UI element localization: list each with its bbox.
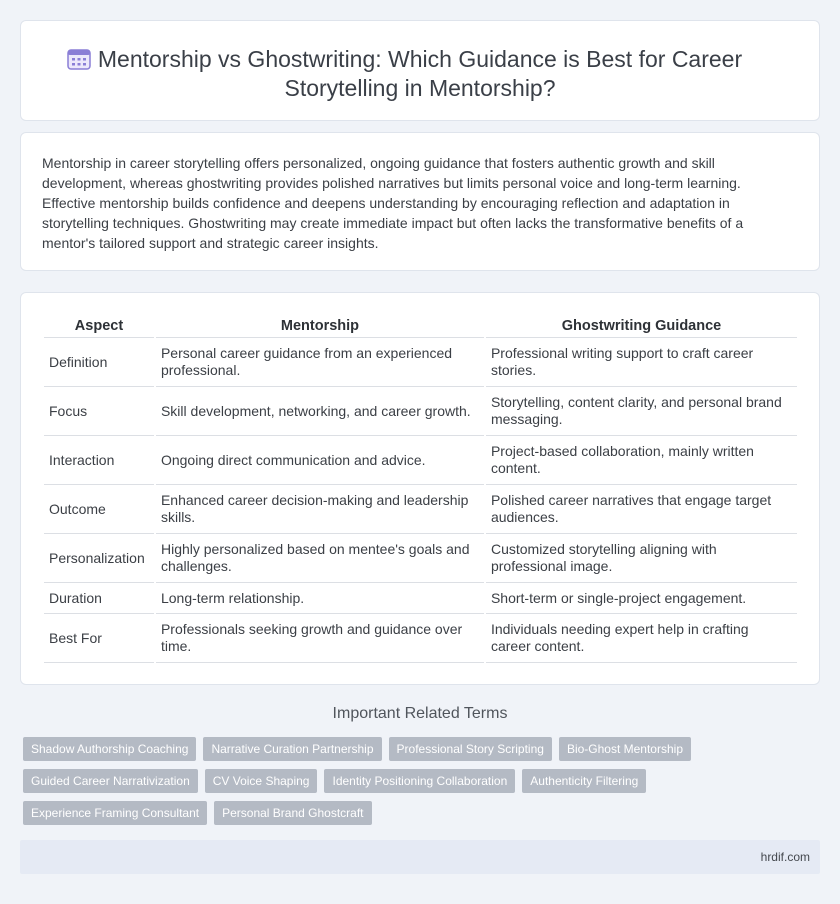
table-row <box>44 534 797 583</box>
footer-site-link[interactable]: hrdif.com <box>760 850 810 864</box>
row-mentorship: Skill development, networking, and career growth. <box>156 387 484 436</box>
table-row <box>44 436 797 485</box>
related-term-tag[interactable]: CV Voice Shaping <box>205 769 318 793</box>
table-row <box>44 387 797 436</box>
row-ghostwriting: Polished career narratives that engage target audiences. <box>486 485 797 534</box>
header-ghostwriting: Ghostwriting Guidance <box>486 314 797 338</box>
row-aspect: Interaction <box>44 436 154 485</box>
row-mentorship: Personal career guidance from an experienced professional. <box>156 338 484 387</box>
table-row <box>44 583 797 614</box>
page-title: Mentorship vs Ghostwriting: Which Guidance is Best for Career Storytelling in Mentorship? <box>97 46 743 101</box>
intro-paragraph: Mentorship in career storytelling offers personalized, ongoing guidance that fosters authentic growth and skill development, whereas ghostwriting provides polished narratives but limits personal voice and long-term learning. Effective mentorship builds confidence and deepens understanding by encouraging reflection and adaptation in storytelling techniques. Ghostwriting may create immediate impact but often lacks the transformative benefits of a mentor's tailored support and strategic career insights. <box>42 155 744 251</box>
related-terms-heading: Important Related Terms <box>332 705 508 722</box>
row-aspect: Outcome <box>44 485 154 534</box>
related-term-tag[interactable]: Authenticity Filtering <box>522 769 646 793</box>
header-mentorship: Mentorship <box>156 314 484 338</box>
related-term-tag[interactable]: Identity Positioning Collaboration <box>324 769 515 793</box>
table-row <box>44 338 797 387</box>
row-mentorship: Professionals seeking growth and guidance over time. <box>156 614 484 663</box>
related-term-tag[interactable]: Personal Brand Ghostcraft <box>214 801 371 825</box>
related-term-tag[interactable]: Professional Story Scripting <box>389 737 552 761</box>
related-term-tag[interactable]: Shadow Authorship Coaching <box>23 737 196 761</box>
intro-card <box>20 132 820 271</box>
row-aspect: Duration <box>44 583 154 614</box>
row-ghostwriting: Professional writing support to craft career stories. <box>486 338 797 387</box>
related-term-tag[interactable]: Guided Career Narrativization <box>23 769 198 793</box>
row-mentorship: Highly personalized based on mentee's goals and challenges. <box>156 534 484 583</box>
related-term-tag[interactable]: Narrative Curation Partnership <box>203 737 381 761</box>
row-aspect: Definition <box>44 338 154 387</box>
row-ghostwriting: Short-term or single-project engagement. <box>486 583 797 614</box>
row-mentorship: Long-term relationship. <box>156 583 484 614</box>
row-ghostwriting: Customized storytelling aligning with professional image. <box>486 534 797 583</box>
comparison-card <box>20 292 820 685</box>
table-header-row <box>44 314 797 338</box>
related-term-tag[interactable]: Experience Framing Consultant <box>23 801 207 825</box>
footer-bar <box>20 840 820 874</box>
title-card <box>20 20 820 121</box>
header-aspect: Aspect <box>44 314 154 338</box>
comparison-table <box>42 314 799 663</box>
row-ghostwriting: Individuals needing expert help in crafting career content. <box>486 614 797 663</box>
row-mentorship: Ongoing direct communication and advice. <box>156 436 484 485</box>
row-ghostwriting: Storytelling, content clarity, and personal brand messaging. <box>486 387 797 436</box>
row-mentorship: Enhanced career decision-making and leadership skills. <box>156 485 484 534</box>
row-ghostwriting: Project-based collaboration, mainly written content. <box>486 436 797 485</box>
row-aspect: Personalization <box>44 534 154 583</box>
related-term-tag[interactable]: Bio-Ghost Mentorship <box>559 737 691 761</box>
table-row <box>44 614 797 663</box>
row-aspect: Best For <box>44 614 154 663</box>
related-terms-list <box>23 737 813 825</box>
table-row <box>44 485 797 534</box>
row-aspect: Focus <box>44 387 154 436</box>
